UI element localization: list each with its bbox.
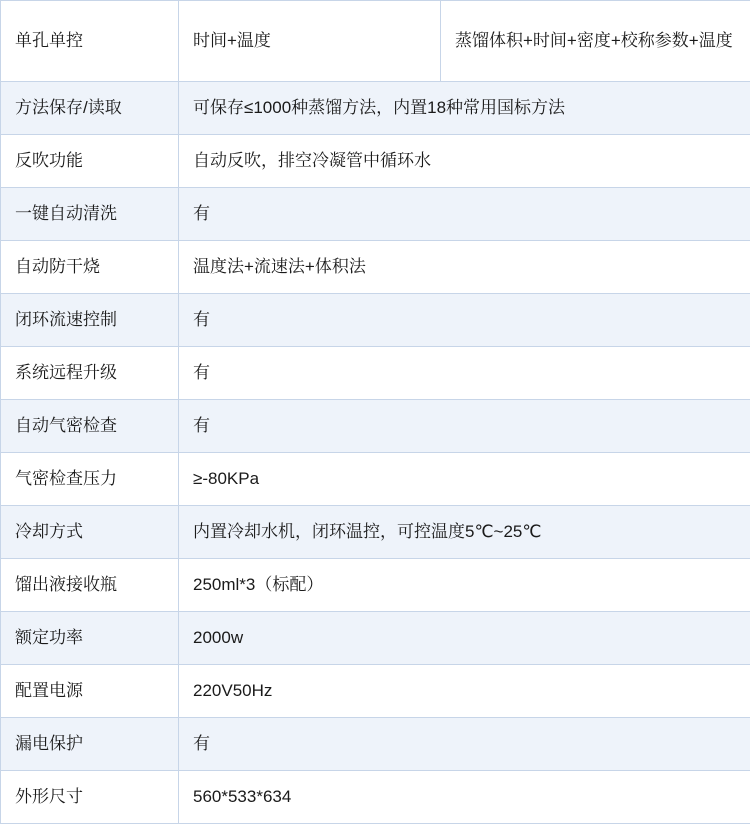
table-row xyxy=(1,82,750,135)
row-label: 外形尺寸 xyxy=(1,771,179,824)
row-value: 可保存≤1000种蒸馏方法，内置18种常用国标方法 xyxy=(179,82,750,135)
table-row xyxy=(1,559,750,612)
row-label: 自动气密检查 xyxy=(1,400,179,453)
table-row xyxy=(1,1,750,82)
table-row xyxy=(1,453,750,506)
table-row xyxy=(1,771,750,824)
row-value: 560*533*634 xyxy=(179,771,750,824)
row-value: 有 xyxy=(179,718,750,771)
row-label: 反吹功能 xyxy=(1,135,179,188)
table-row xyxy=(1,347,750,400)
row-value: 温度法+流速法+体积法 xyxy=(179,241,750,294)
table-row xyxy=(1,241,750,294)
table-row xyxy=(1,612,750,665)
row-label: 一键自动清洗 xyxy=(1,188,179,241)
table-row xyxy=(1,506,750,559)
table-body xyxy=(1,1,750,824)
row-label: 闭环流速控制 xyxy=(1,294,179,347)
row-label: 漏电保护 xyxy=(1,718,179,771)
table-row xyxy=(1,294,750,347)
row-label: 配置电源 xyxy=(1,665,179,718)
row-label: 气密检查压力 xyxy=(1,453,179,506)
row-label: 系统远程升级 xyxy=(1,347,179,400)
row-label: 方法保存/读取 xyxy=(1,82,179,135)
row-value: 有 xyxy=(179,400,750,453)
row-label: 单孔单控 xyxy=(1,1,179,82)
row-value: 220V50Hz xyxy=(179,665,750,718)
table-row xyxy=(1,718,750,771)
row-value: 自动反吹，排空冷凝管中循环水 xyxy=(179,135,750,188)
row-value: 有 xyxy=(179,294,750,347)
row-value: 有 xyxy=(179,188,750,241)
table-row xyxy=(1,400,750,453)
row-value: 内置冷却水机，闭环温控，可控温度5℃~25℃ xyxy=(179,506,750,559)
row-label: 额定功率 xyxy=(1,612,179,665)
table-row xyxy=(1,665,750,718)
table-row xyxy=(1,135,750,188)
row-label: 自动防干烧 xyxy=(1,241,179,294)
table-row xyxy=(1,188,750,241)
row-value-middle: 时间+温度 xyxy=(179,1,441,82)
row-value-right: 蒸馏体积+时间+密度+校称参数+温度 xyxy=(441,1,750,82)
row-value: ≥-80KPa xyxy=(179,453,750,506)
row-label: 馏出液接收瓶 xyxy=(1,559,179,612)
row-value: 2000w xyxy=(179,612,750,665)
row-value: 250ml*3（标配） xyxy=(179,559,750,612)
row-label: 冷却方式 xyxy=(1,506,179,559)
row-value: 有 xyxy=(179,347,750,400)
